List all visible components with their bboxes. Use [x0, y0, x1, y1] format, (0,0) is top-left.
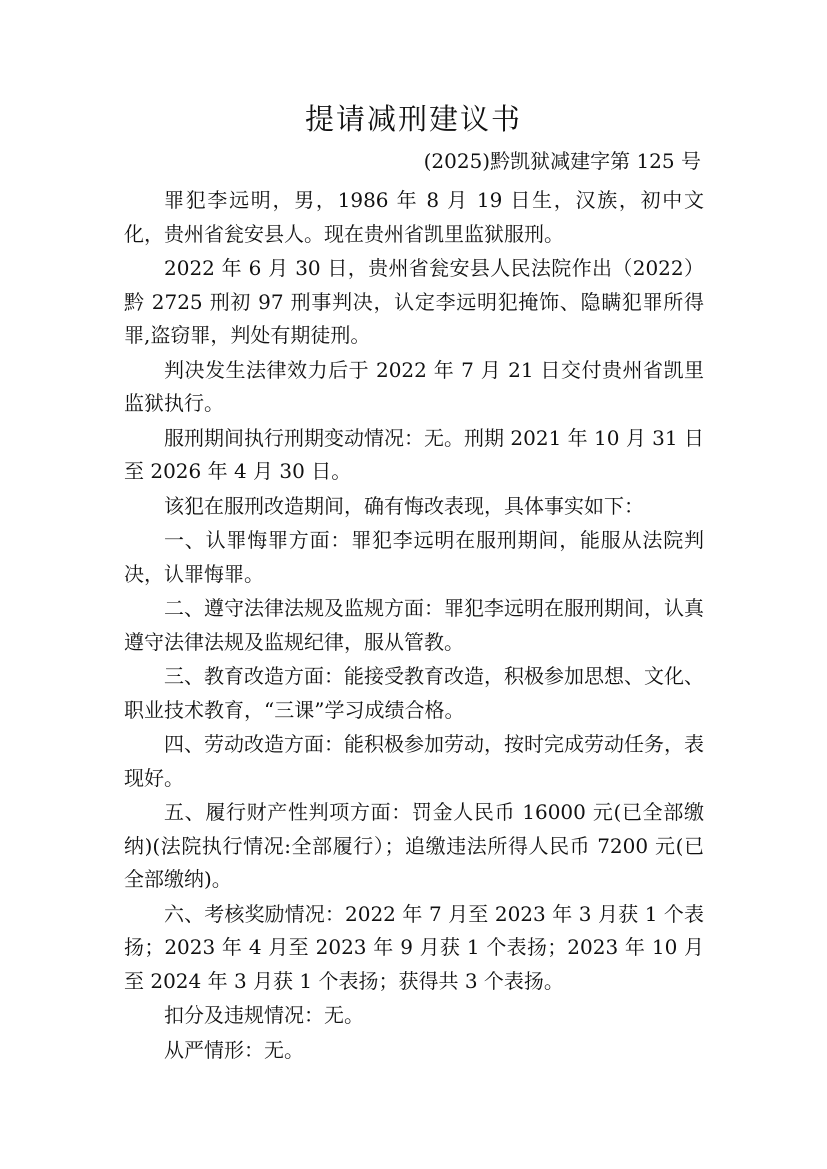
paragraph-labor: 四、劳动改造方面：能积极参加劳动，按时完成劳动任务，表现好。: [124, 732, 704, 790]
paragraph-property-judgment: 五、履行财产性判项方面：罚金人民币 16000 元(已全部缴纳)(法院执行情况:全部履行）；追缴违法所得人民币 7200 元(已全部缴纳)。: [124, 800, 704, 891]
paragraph-execution: 判决发生法律效力后于 2022 年 7 月 21 日交付贵州省凯里监狱执行。: [124, 357, 704, 415]
document-title: 提请减刑建议书: [304, 102, 522, 136]
paragraph-deductions: 扣分及违规情况：无。: [164, 1003, 364, 1027]
paragraph-rewards: 六、考核奖励情况：2022 年 7 月至 2023 年 3 月获 1 个表扬；2023 年 4 月至 2023 年 9 月获 1 个表扬；2023 年 10 月至 2024 年 3 月获 1 个表扬；获得共 3 个表扬。: [124, 901, 704, 993]
paragraph-criminal-info: 罪犯李远明，男，1986 年 8 月 19 日生，汉族，初中文化，贵州省瓮安县人。现在贵州省凯里监狱服刑。: [124, 188, 704, 246]
paragraph-sentence-term: 服刑期间执行刑期变动情况：无。刑期 2021 年 10 月 31 日至 2026 年 4 月 30 日。: [124, 425, 704, 483]
paragraph-judgment: 2022 年 6 月 30 日，贵州省瓮安县人民法院作出（2022）黔 2725 刑初 97 刑事判决，认定李远明犯掩饰、隐瞒犯罪所得罪,盗窃罪，判处有期徒刑。: [124, 256, 704, 347]
document-number: (2025)黔凯狱减建字第 125 号: [423, 149, 701, 173]
paragraph-confession: 一、认罪悔罪方面：罪犯李远明在服刑期间，能服从法院判决，认罪悔罪。: [124, 528, 704, 586]
paragraph-education: 三、教育改造方面：能接受教育改造，积极参加思想、文化、职业技术教育，“三课”学习成绩合格。: [124, 664, 704, 722]
paragraph-strict-circumstances: 从严情形：无。: [164, 1037, 304, 1062]
document-body: [124, 184, 704, 1068]
paragraph-discipline: 二、遵守法律法规及监规方面：罪犯李远明在服刑期间，认真遵守法律法规及监规纪律，服从管教。: [124, 596, 704, 654]
paragraph-repentance-intro: 该犯在服刑改造期间，确有悔改表现，具体事实如下：: [164, 493, 644, 518]
